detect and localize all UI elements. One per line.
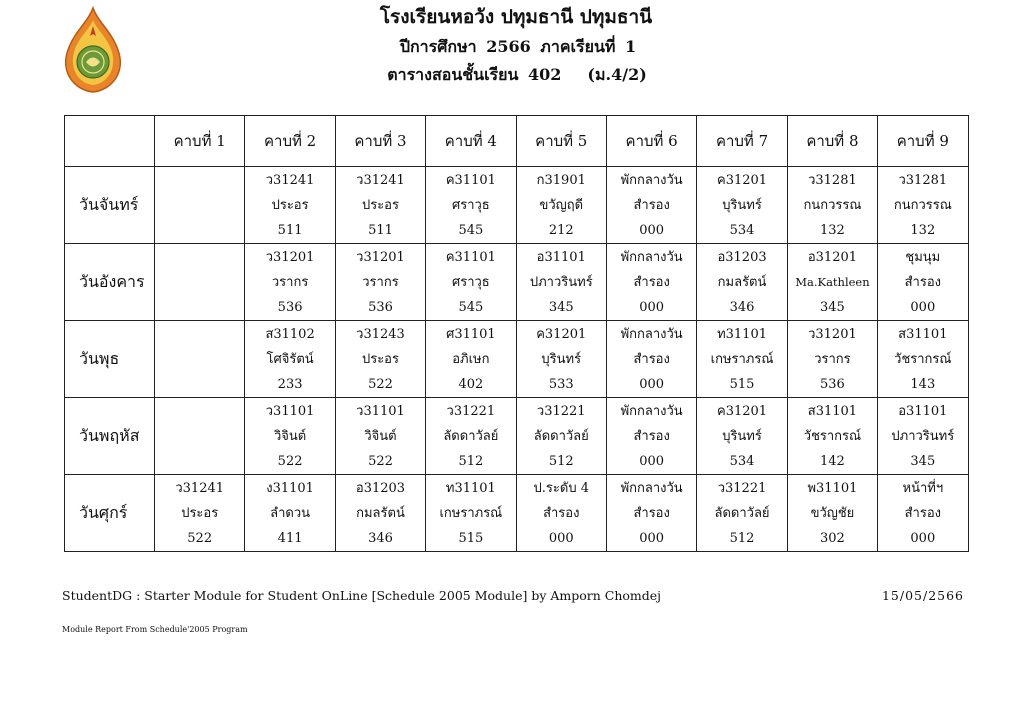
room-number: 512 (548, 453, 574, 469)
teacher-name: บุรินทร์ (722, 197, 762, 213)
room-number: 000 (910, 530, 936, 546)
footer-credit: StudentDG : Starter Module for Student OnLine [Schedule 2005 Module] by Amporn Chomdej (62, 588, 662, 603)
subject-code: ป.ระดับ 4 (533, 480, 589, 496)
subject-code: ว31201 (356, 249, 405, 265)
room-number: 302 (820, 530, 845, 546)
subject-code: ชุมนุม (905, 249, 941, 265)
teacher-name: ลัดดาวัลย์ (714, 505, 770, 521)
day-name: วันพุธ (65, 321, 155, 398)
teacher-name: อภิเษก (452, 351, 490, 367)
subject-code: อ31201 (807, 249, 858, 265)
subject-code: ว31241 (175, 480, 225, 496)
teacher-name: สำรอง (904, 274, 941, 290)
subject-code: ค31101 (445, 249, 496, 265)
room-number: 522 (368, 453, 393, 469)
schedule-cell (878, 167, 968, 244)
teacher-name: วัชรากรณ์ (803, 428, 862, 444)
schedule-cell (516, 398, 606, 475)
teacher-name: วัชรากรณ์ (894, 351, 952, 367)
room-number: 132 (820, 222, 845, 238)
period-header: คาบที่ 3 (335, 116, 425, 167)
schedule-cell (245, 398, 335, 475)
room-number: 000 (639, 299, 665, 315)
period-header: คาบที่ 8 (787, 116, 877, 167)
teacher-name: วิจินต์ (364, 428, 397, 444)
schedule-cell (697, 321, 787, 398)
subject-code: ค31201 (536, 326, 587, 342)
room-number: 536 (820, 376, 845, 392)
academic-term: ปีการศึกษา 2566 ภาคเรียนที่ 1 (399, 37, 637, 56)
room-number: 511 (277, 222, 303, 238)
subject-code: พักกลางวัน (620, 249, 683, 265)
schedule-cell (335, 244, 425, 321)
schedule-cell (426, 321, 516, 398)
subject-code: ว31221 (536, 403, 586, 419)
period-header: คาบที่ 4 (426, 116, 516, 167)
room-number: 132 (910, 222, 936, 238)
day-name: วันศุกร์ (65, 475, 155, 552)
period-header: คาบที่ 9 (878, 116, 968, 167)
room-number: 345 (548, 299, 574, 315)
subject-code: ค31201 (717, 403, 768, 419)
subject-code: ว31101 (356, 403, 405, 419)
subject-code: ค31101 (445, 172, 496, 188)
subject-code: ว31201 (265, 249, 315, 265)
subject-code: ว31201 (808, 326, 857, 342)
teacher-name: วรากร (814, 351, 851, 367)
schedule-cell (787, 321, 877, 398)
timetable-label: ตารางสอนชั้นเรียน 402 (387, 65, 562, 84)
subject-code: พักกลางวัน (620, 326, 683, 342)
schedule-cell (606, 244, 696, 321)
document-header (0, 8, 1024, 83)
teacher-name: บุรินทร์ (722, 428, 762, 444)
teacher-name: เกษราภรณ์ (439, 505, 503, 521)
schedule-cell (245, 475, 335, 552)
schedule-cell (787, 244, 877, 321)
teacher-name: โศจิรัตน์ (266, 351, 314, 367)
teacher-name: ประอร (181, 505, 219, 521)
day-name: วันพฤหัส (65, 398, 155, 475)
room-number: 515 (458, 530, 484, 546)
day-row (65, 321, 969, 398)
room-number: 533 (548, 376, 574, 392)
schedule-cell (516, 167, 606, 244)
subject-code: หน้าที่ฯ (902, 480, 944, 496)
schedule-cell (606, 167, 696, 244)
room-number: 345 (910, 453, 936, 469)
subject-code: ส31102 (265, 326, 315, 342)
schedule-cell (878, 398, 968, 475)
teacher-name: ปภาวรินทร์ (891, 428, 955, 444)
schedule-cell (426, 244, 516, 321)
schedule-cell (516, 321, 606, 398)
schedule-cell (516, 244, 606, 321)
subject-code: อ31203 (355, 480, 406, 496)
day-row (65, 167, 969, 244)
room-number: 522 (187, 530, 213, 546)
schedule-cell (155, 244, 245, 321)
teacher-name: วรากร (362, 274, 399, 290)
room-number: 411 (277, 530, 303, 546)
schedule-cell (335, 398, 425, 475)
schedule-cell (155, 321, 245, 398)
teacher-name: ประอร (361, 197, 399, 213)
schedule-cell (878, 244, 968, 321)
room-number: 000 (910, 299, 936, 315)
subject-code: ว31221 (446, 403, 496, 419)
schedule-cell (155, 398, 245, 475)
room-number: 515 (729, 376, 755, 392)
room-number: 522 (277, 453, 303, 469)
teacher-name: กมลรัตน์ (717, 274, 767, 290)
period-header: คาบที่ 5 (516, 116, 606, 167)
teacher-name: ศราวุธ (451, 197, 490, 213)
schedule-cell (426, 398, 516, 475)
footnote: Module Report From Schedule'2005 Program (62, 625, 248, 634)
subject-code: ว31241 (356, 172, 405, 188)
room-number: 402 (458, 376, 484, 392)
period-header: คาบที่ 7 (697, 116, 787, 167)
subject-code: ส31101 (898, 326, 948, 342)
teacher-name: ลำดวน (270, 505, 311, 521)
schedule-cell (697, 244, 787, 321)
room-number: 512 (458, 453, 484, 469)
school-name: โรงเรียนหอวัง ปทุมธานี ปทุมธานี (379, 6, 653, 28)
room-number: 345 (820, 299, 845, 315)
day-row (65, 398, 969, 475)
room-number: 233 (277, 376, 303, 392)
room-number: 142 (820, 453, 845, 469)
footer (62, 588, 964, 603)
teacher-name: เกษราภรณ์ (710, 351, 774, 367)
schedule-cell (878, 475, 968, 552)
room-number: 511 (368, 222, 393, 238)
schedule-cell (787, 398, 877, 475)
schedule-cell (516, 475, 606, 552)
subject-code: ว31281 (808, 172, 857, 188)
room-number: 536 (368, 299, 393, 315)
corner-cell (65, 116, 155, 167)
timetable-title (10, 67, 1024, 83)
day-row (65, 475, 969, 552)
room-number: 534 (729, 222, 755, 238)
room-number: 000 (639, 453, 665, 469)
room-number: 346 (729, 299, 755, 315)
period-header: คาบที่ 6 (606, 116, 696, 167)
room-number: 536 (277, 299, 303, 315)
room-number: 534 (729, 453, 755, 469)
subject-code: ว31243 (356, 326, 405, 342)
room-number: 000 (639, 530, 665, 546)
teacher-name: Ma.Kathleen (795, 274, 870, 289)
teacher-name: บุรินทร์ (541, 351, 582, 367)
schedule-cell (245, 244, 335, 321)
teacher-name: วรากร (271, 274, 309, 290)
subject-code: ส31101 (807, 403, 858, 419)
teacher-name: ลัดดาวัลย์ (443, 428, 499, 444)
teacher-name: สำรอง (633, 351, 670, 367)
subject-code: ว31281 (898, 172, 948, 188)
subject-code: พักกลางวัน (620, 403, 683, 419)
schedule-cell (426, 475, 516, 552)
teacher-name: ศราวุธ (451, 274, 490, 290)
room-number: 000 (548, 530, 574, 546)
teacher-name: ขวัญชัย (810, 505, 855, 521)
schedule-table (64, 115, 969, 552)
room-number: 000 (639, 222, 665, 238)
subject-code: อ31101 (536, 249, 586, 265)
schedule-cell (155, 167, 245, 244)
schedule-cell (787, 167, 877, 244)
subject-code: ท31101 (445, 480, 496, 496)
teacher-name: ปภาวรินทร์ (529, 274, 593, 290)
schedule-cell (426, 167, 516, 244)
teacher-name: กมลรัตน์ (356, 505, 405, 521)
schedule-cell (606, 321, 696, 398)
subject-code: ก31901 (536, 172, 586, 188)
schedule-cell (335, 475, 425, 552)
teacher-name: สำรอง (633, 274, 670, 290)
schedule-cell (697, 167, 787, 244)
schedule-cell (245, 167, 335, 244)
teacher-name: ประอร (271, 197, 309, 213)
period-header: คาบที่ 1 (155, 116, 245, 167)
subject-code: ง31101 (266, 480, 314, 496)
subject-code: พักกลางวัน (620, 480, 683, 496)
teacher-name: สำรอง (633, 428, 670, 444)
room-number: 545 (458, 222, 484, 238)
schedule-cell (787, 475, 877, 552)
subject-code: อ31101 (898, 403, 948, 419)
schedule-cell (335, 321, 425, 398)
schedule-cell (245, 321, 335, 398)
day-row (65, 244, 969, 321)
header-row (65, 116, 969, 167)
room-number: 545 (458, 299, 484, 315)
teacher-name: สำรอง (904, 505, 941, 521)
schedule-cell (335, 167, 425, 244)
subject-code: พ31101 (807, 480, 858, 496)
subject-code: ว31221 (717, 480, 767, 496)
class-code: (ม.4/2) (587, 65, 647, 84)
room-number: 522 (368, 376, 393, 392)
day-name: วันอังคาร (65, 244, 155, 321)
subject-code: ว31101 (265, 403, 315, 419)
schedule-cell (155, 475, 245, 552)
room-number: 000 (639, 376, 665, 392)
subject-code: ศ31101 (446, 326, 496, 342)
room-number: 212 (548, 222, 574, 238)
day-name: วันจันทร์ (65, 167, 155, 244)
subject-code: ค31201 (717, 172, 768, 188)
schedule-cell (697, 475, 787, 552)
subject-code: อ31203 (717, 249, 767, 265)
teacher-name: สำรอง (633, 197, 670, 213)
teacher-name: กนกวรรณ (803, 197, 862, 213)
room-number: 346 (368, 530, 393, 546)
room-number: 512 (729, 530, 755, 546)
teacher-name: ประอร (361, 351, 399, 367)
subject-code: พักกลางวัน (620, 172, 683, 188)
schedule-cell (606, 475, 696, 552)
schedule-cell (606, 398, 696, 475)
teacher-name: ลัดดาวัลย์ (533, 428, 589, 444)
teacher-name: วิจินต์ (273, 428, 307, 444)
period-header: คาบที่ 2 (245, 116, 335, 167)
footer-date: 15/05/2566 (881, 588, 964, 603)
subject-code: ท31101 (717, 326, 767, 342)
schedule-cell (878, 321, 968, 398)
teacher-name: สำรอง (633, 505, 670, 521)
teacher-name: ขวัญฤดี (539, 197, 584, 213)
subject-code: ว31241 (265, 172, 315, 188)
schedule-cell (697, 398, 787, 475)
teacher-name: กนกวรรณ (893, 197, 952, 213)
teacher-name: สำรอง (543, 505, 580, 521)
room-number: 143 (910, 376, 936, 392)
